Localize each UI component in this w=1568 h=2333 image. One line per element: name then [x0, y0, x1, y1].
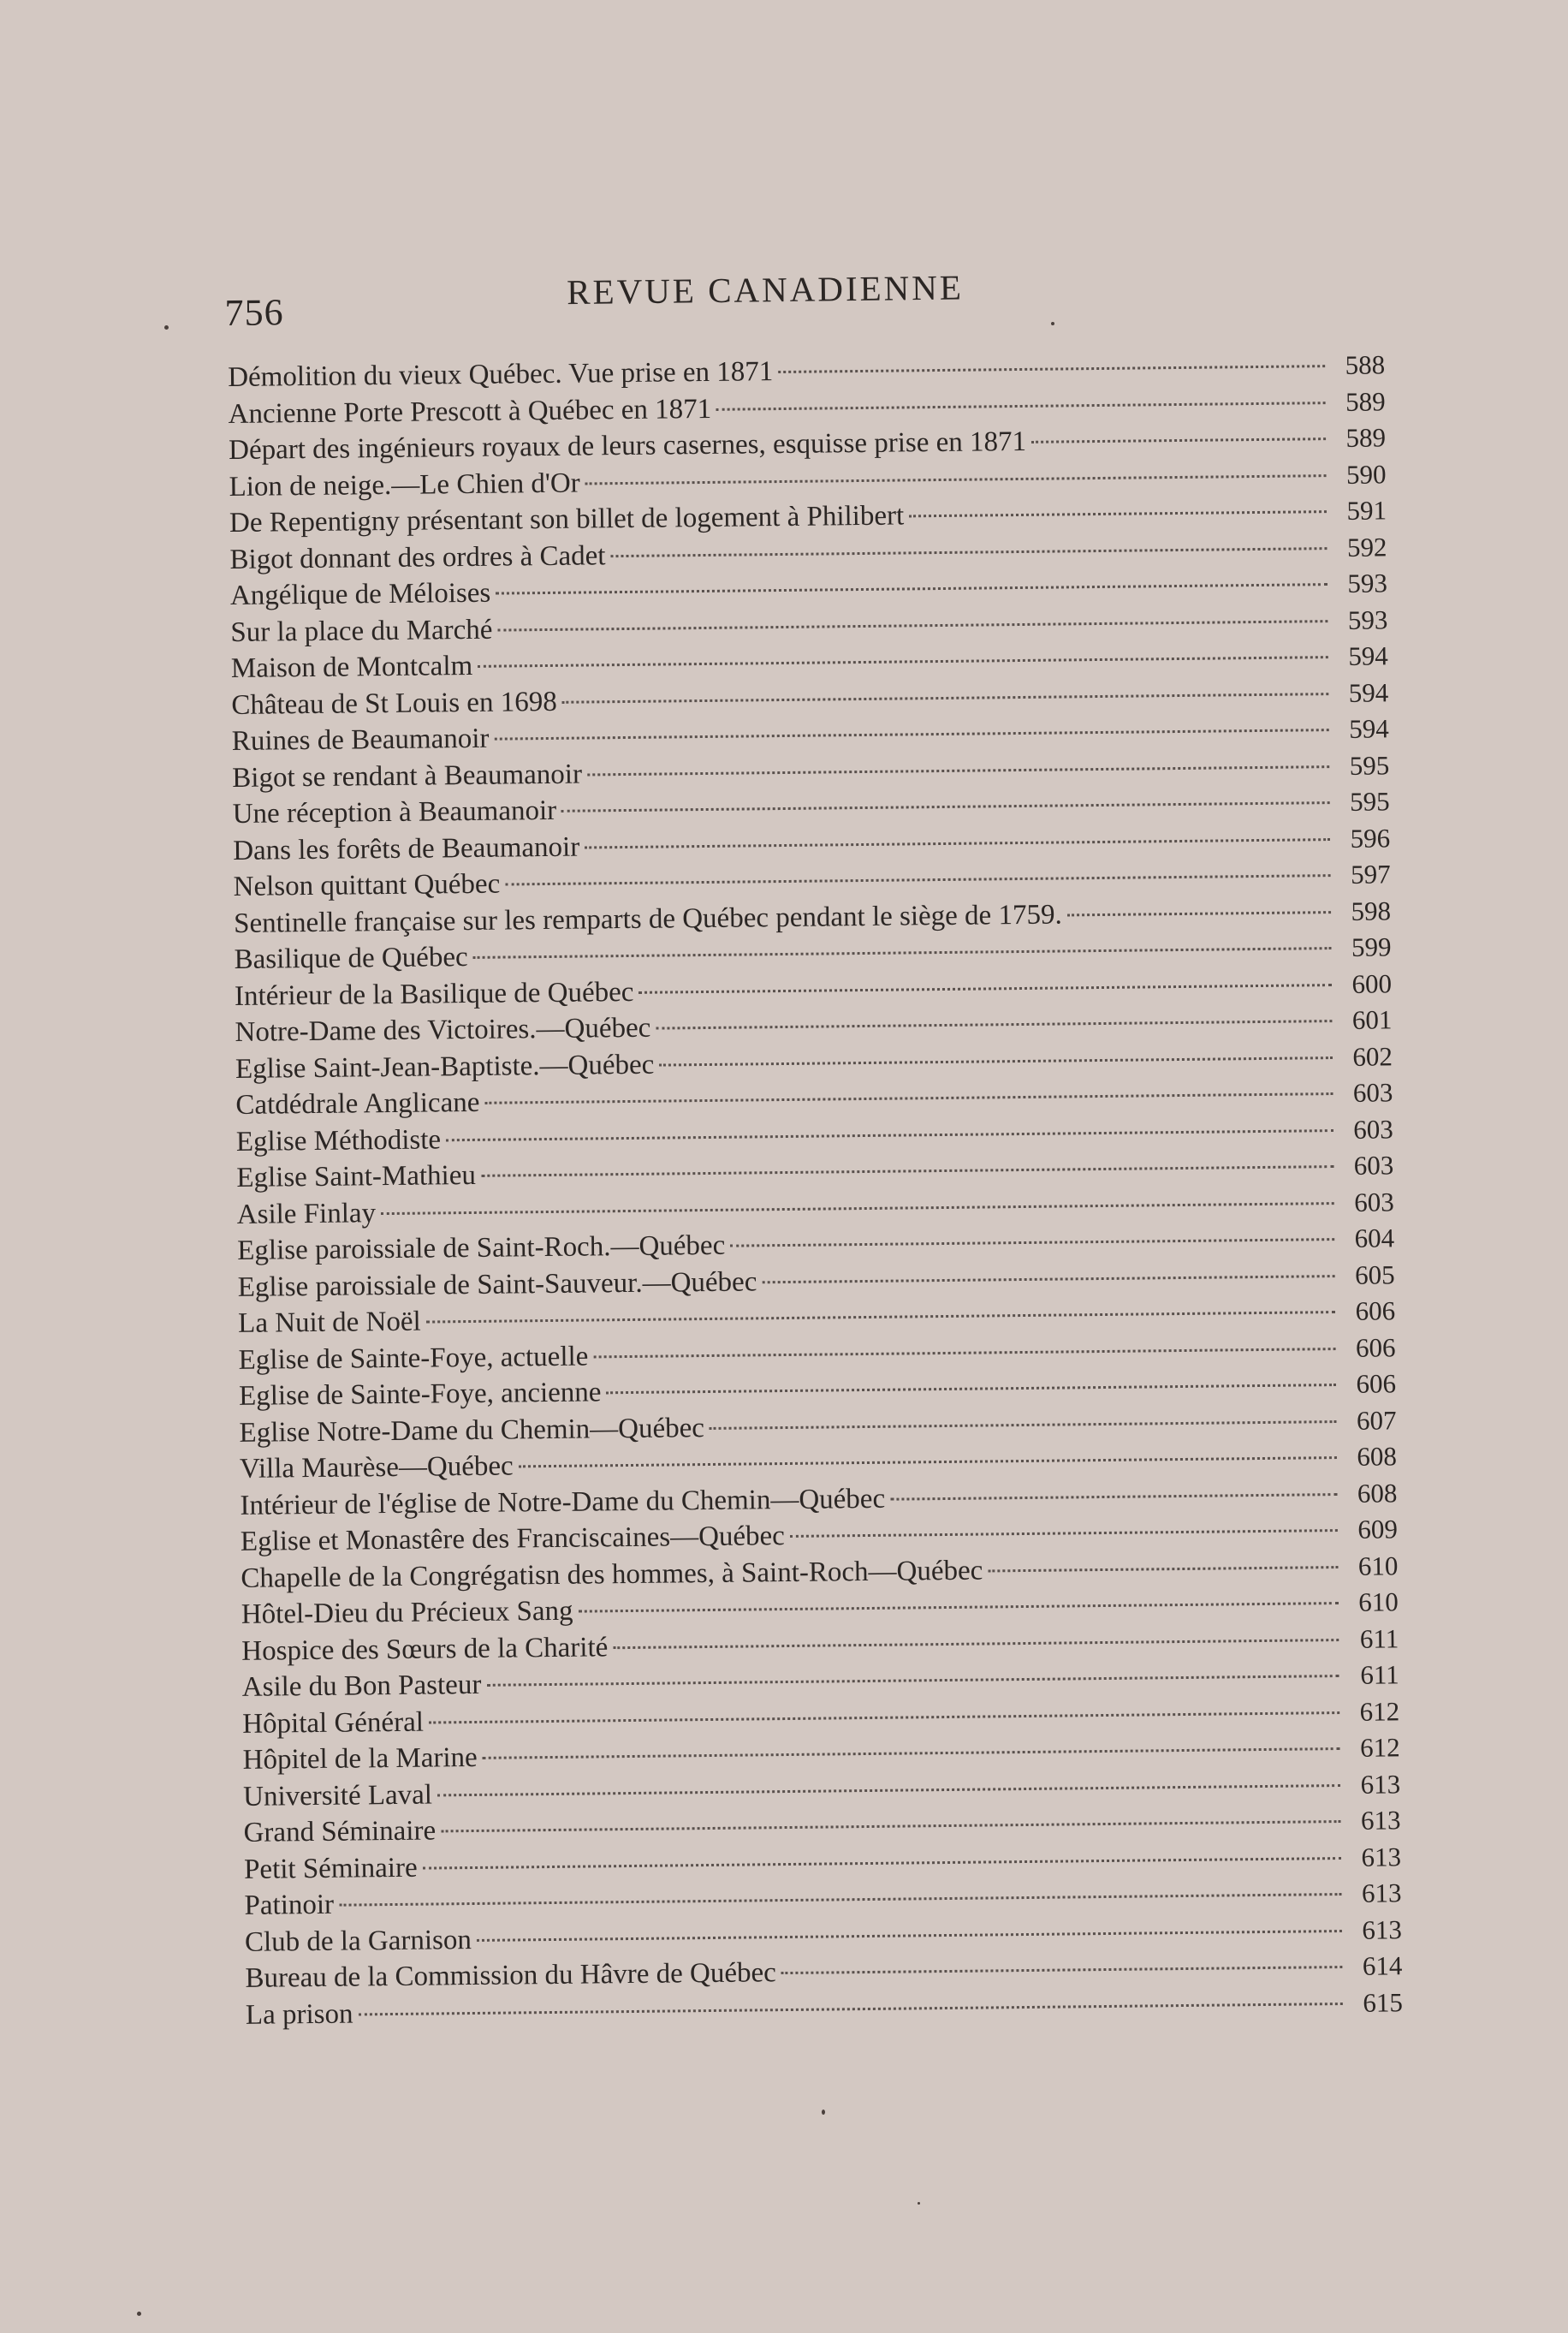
- toc-entry-title: Hôpitel de la Marine: [242, 1741, 478, 1776]
- dot-leader: [481, 1165, 1333, 1177]
- dot-leader: [358, 2003, 1342, 2015]
- dot-leader: [890, 1493, 1337, 1501]
- toc-entry-title: Asile Finlay: [236, 1197, 377, 1230]
- toc-entry-page: 603: [1353, 1150, 1394, 1181]
- toc-entry-title: Bigot donnant des ordres à Cadet: [229, 539, 606, 575]
- toc-entry-title: Université Laval: [242, 1779, 433, 1812]
- toc-entry-title: Eglise Saint-Mathieu: [236, 1159, 477, 1193]
- toc-entry-title: Ruines de Beaumanoir: [231, 723, 490, 757]
- toc-entry-title: Eglise Notre-Dame du Chemin—Québec: [239, 1412, 705, 1449]
- dot-leader: [790, 1529, 1338, 1538]
- dot-leader: [441, 1820, 1340, 1832]
- toc-entry-page: 595: [1349, 786, 1390, 817]
- toc-entry-title: Eglise paroissiale de Saint-Sauveur.—Québec: [237, 1265, 757, 1303]
- toc-entry-title: Sentinelle française sur les remparts de Québec pendant le siège de 1759.: [233, 898, 1062, 939]
- toc-entry-title: Eglise de Sainte-Foye, ancienne: [238, 1377, 602, 1412]
- toc-entry-title: Intérieur de la Basilique de Québec: [234, 976, 634, 1012]
- toc-entry-page: 595: [1349, 749, 1390, 781]
- toc-entry-title: Patinoir: [244, 1889, 335, 1921]
- toc-entry-page: 610: [1358, 1586, 1399, 1617]
- toc-entry-title: Bureau de la Commission du Hâvre de Québec: [245, 1957, 777, 1994]
- dot-leader: [486, 1675, 1339, 1687]
- dot-leader: [659, 1056, 1333, 1067]
- dot-leader: [638, 984, 1332, 994]
- toc-entry-title: Sur la place du Marché: [230, 614, 493, 648]
- toc-entry-title: Eglise Saint-Jean-Baptiste.—Québec: [235, 1049, 655, 1085]
- toc-entry-title: Hôtel-Dieu du Précieux Sang: [241, 1595, 573, 1630]
- journal-title: REVUE CANADIENNE: [566, 267, 965, 312]
- dot-leader: [496, 583, 1327, 595]
- toc-entry-page: 603: [1353, 1113, 1393, 1145]
- toc-entry-page: 606: [1355, 1295, 1396, 1326]
- toc-entry-title: Eglise et Monastêre des Franciscaines—Québec: [240, 1521, 786, 1557]
- toc-entry-page: 613: [1362, 1913, 1403, 1945]
- toc-entry-page: 599: [1351, 931, 1392, 962]
- toc-entry-title: Angélique de Méloises: [229, 577, 491, 611]
- toc-entry-page: 591: [1346, 495, 1387, 526]
- toc-entry-page: 593: [1347, 568, 1388, 598]
- toc-entry-title: Catdédrale Anglicane: [235, 1086, 480, 1121]
- toc-entry-title: Hôpital Général: [242, 1706, 425, 1740]
- dot-leader: [562, 693, 1329, 704]
- toc-entry-page: 588: [1345, 349, 1386, 380]
- dot-leader: [1067, 911, 1331, 916]
- dot-leader: [716, 402, 1326, 411]
- toc-entry-page: 593: [1347, 604, 1388, 635]
- toc-entry-title: Démolition du vieux Québec. Vue prise en 1871: [228, 356, 774, 393]
- toc-entry-title: Ancienne Porte Prescott à Québec en 1871: [228, 393, 712, 430]
- toc-entry-page: 594: [1348, 640, 1389, 671]
- paper-speck: [164, 325, 169, 330]
- dot-leader: [578, 1602, 1338, 1613]
- toc-entry-title: Grand Séminaire: [243, 1815, 437, 1848]
- dot-leader: [909, 510, 1327, 517]
- dot-leader: [610, 547, 1327, 557]
- illustration-index: [228, 347, 1403, 2033]
- toc-entry-title: Notre-Dame des Victoires.—Québec: [235, 1012, 651, 1048]
- toc-entry-title: De Repentigny présentant son billet de logement à Philibert: [229, 500, 905, 539]
- toc-entry-page: 609: [1357, 1514, 1399, 1544]
- dot-leader: [710, 1420, 1337, 1430]
- toc-entry-page: 597: [1350, 859, 1391, 890]
- toc-entry-title: Château de St Louis en 1698: [231, 686, 557, 721]
- toc-entry-title: Asile du Bon Pasteur: [241, 1669, 482, 1703]
- toc-entry-page: 612: [1359, 1732, 1400, 1763]
- toc-entry-title: Dans les forêts de Beaumanoir: [233, 831, 580, 866]
- dot-leader: [778, 365, 1325, 373]
- dot-leader: [585, 838, 1330, 848]
- dot-leader: [762, 1275, 1334, 1283]
- toc-entry-title: Petit Séminaire: [243, 1852, 418, 1885]
- paper-speck: [822, 2110, 825, 2115]
- toc-entry-page: 598: [1351, 895, 1392, 926]
- dot-leader: [505, 874, 1330, 885]
- toc-entry-page: 603: [1354, 1186, 1394, 1217]
- dot-leader: [446, 1129, 1333, 1141]
- toc-entry-title: Maison de Montcalm: [230, 650, 473, 684]
- paper-speck: [137, 2312, 141, 2316]
- toc-entry-page: 600: [1351, 967, 1393, 999]
- dot-leader: [381, 1202, 1334, 1215]
- dot-leader: [613, 1639, 1339, 1649]
- toc-entry-page: 611: [1359, 1622, 1399, 1654]
- toc-entry-title: Club de la Garnison: [244, 1924, 472, 1958]
- dot-leader: [429, 1711, 1339, 1724]
- toc-entry-title: Lion de neige.—Le Chien d'Or: [229, 467, 580, 503]
- toc-entry-page: 606: [1356, 1368, 1397, 1399]
- dot-leader: [494, 729, 1328, 741]
- toc-entry-page: 615: [1363, 1986, 1404, 2018]
- toc-entry-page: 614: [1362, 1950, 1403, 1981]
- toc-entry-page: 601: [1351, 1004, 1393, 1035]
- dot-leader: [781, 1966, 1343, 1974]
- dot-leader: [585, 474, 1327, 485]
- toc-entry-page: 607: [1356, 1404, 1397, 1436]
- dot-leader: [478, 656, 1328, 668]
- paper-speck: [1051, 322, 1054, 325]
- dot-leader: [656, 1020, 1332, 1030]
- dot-leader: [339, 1893, 1341, 1907]
- dot-leader: [587, 765, 1329, 776]
- toc-entry-title: Eglise paroissiale de Saint-Roch.—Québec: [237, 1229, 726, 1266]
- toc-entry-page: 613: [1361, 1841, 1402, 1872]
- toc-entry-title: Basilique de Québec: [234, 942, 468, 975]
- toc-entry-page: 592: [1346, 531, 1387, 562]
- dot-leader: [606, 1384, 1336, 1394]
- toc-entry-page: 612: [1359, 1695, 1400, 1727]
- dot-leader: [484, 1092, 1333, 1104]
- dot-leader: [477, 1930, 1342, 1942]
- paper-speck: [918, 2202, 920, 2205]
- dot-leader: [483, 1747, 1340, 1759]
- page-number: 756: [224, 291, 284, 334]
- toc-entry-page: 589: [1345, 422, 1387, 453]
- toc-entry-page: 610: [1357, 1550, 1399, 1581]
- toc-entry-title: La prison: [245, 1998, 353, 2031]
- toc-entry-title: Intérieur de l'église de Notre-Dame du Chemin—Québec: [240, 1483, 886, 1521]
- toc-entry-page: 604: [1354, 1223, 1395, 1253]
- toc-entry-page: 608: [1357, 1441, 1398, 1472]
- toc-entry-page: 611: [1360, 1659, 1399, 1690]
- toc-entry-title: Eglise Méthodiste: [235, 1123, 442, 1158]
- dot-leader: [561, 801, 1330, 812]
- toc-entry-page: 613: [1361, 1878, 1402, 1908]
- toc-entry-page: 603: [1352, 1077, 1393, 1108]
- toc-entry-page: 590: [1345, 458, 1387, 490]
- dot-leader: [1031, 437, 1326, 443]
- dot-leader: [593, 1348, 1335, 1358]
- toc-entry-page: 613: [1360, 1768, 1401, 1800]
- toc-entry-page: 589: [1345, 385, 1386, 417]
- toc-entry-page: 606: [1355, 1331, 1396, 1363]
- toc-entry-title: Villa Maurèse—Québec: [239, 1450, 514, 1485]
- toc-entry-page: 596: [1350, 822, 1391, 854]
- dot-leader: [426, 1311, 1335, 1323]
- dot-leader: [473, 947, 1332, 959]
- toc-entry-page: 605: [1354, 1259, 1395, 1290]
- toc-entry-title: La Nuit de Noël: [237, 1306, 421, 1339]
- toc-entry-title: Nelson quittant Québec: [233, 868, 501, 902]
- toc-entry-title: Départ des ingénieurs royaux de leurs casernes, esquisse prise en 1871: [228, 426, 1027, 466]
- toc-entry-title: Hospice des Sœurs de la Charité: [241, 1631, 609, 1667]
- dot-leader: [730, 1238, 1334, 1247]
- dot-leader: [988, 1566, 1338, 1572]
- dot-leader: [423, 1857, 1341, 1870]
- toc-entry-title: Eglise de Sainte-Foye, actuelle: [238, 1341, 589, 1376]
- toc-entry-page: 602: [1352, 1040, 1393, 1072]
- toc-entry-title: Une réception à Beaumanoir: [232, 795, 557, 830]
- toc-entry-page: 608: [1357, 1477, 1398, 1509]
- dot-leader: [497, 620, 1327, 631]
- toc-entry-title: Bigot se rendant à Beaumanoir: [232, 759, 583, 794]
- toc-entry-page: 594: [1348, 676, 1389, 708]
- running-head: [224, 261, 1398, 336]
- toc-entry-page: 613: [1360, 1805, 1401, 1836]
- toc-entry-page: 594: [1349, 713, 1389, 744]
- dot-leader: [519, 1456, 1337, 1467]
- toc-entry-title: Chapelle de la Congrégatisn des hommes, à Saint-Roch—Québec: [241, 1555, 983, 1594]
- dot-leader: [437, 1784, 1340, 1796]
